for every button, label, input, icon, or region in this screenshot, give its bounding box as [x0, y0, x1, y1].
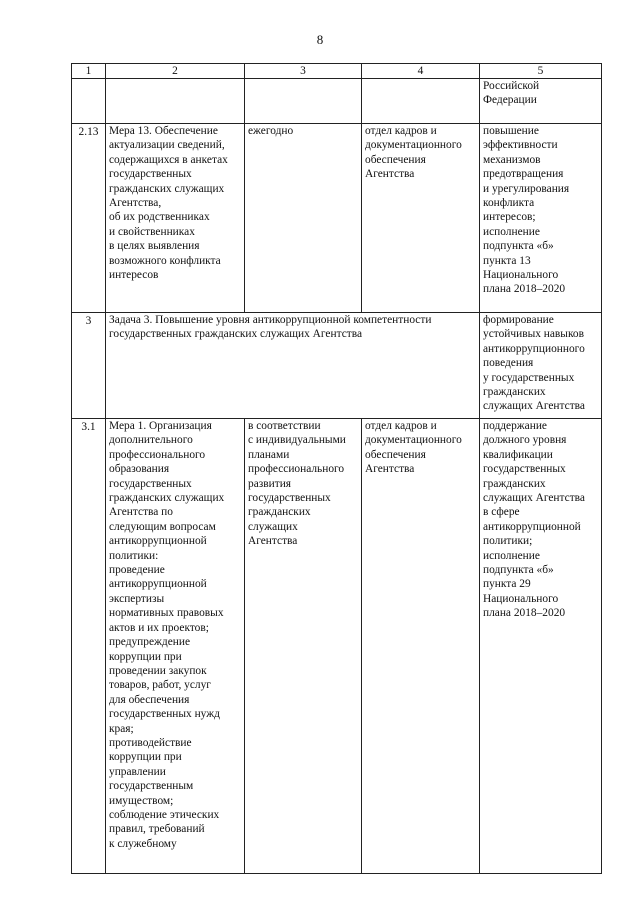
table-row: [72, 79, 602, 124]
header-cell: 2: [106, 64, 245, 79]
cell-empty: [362, 79, 480, 124]
cell-term: ежегодно: [245, 124, 362, 313]
cell-term: в соответствии с индивидуальными планами профессионального развития государственных гражданских служащих Агентства: [245, 419, 362, 874]
page-number: 8: [316, 32, 324, 47]
cell-executor: отдел кадров и документационного обеспечения Агентства: [362, 124, 480, 313]
cell-number: 2.13: [72, 124, 106, 313]
header-cell: 1: [72, 64, 106, 79]
header-cell: 4: [362, 64, 480, 79]
table-row: [72, 124, 602, 313]
cell-number: 3.1: [72, 419, 106, 874]
cell-task: Задача 3. Повышение уровня антикоррупционной компетентности государственных гражданских служащих Агентства: [106, 313, 480, 419]
table-row: [72, 313, 602, 419]
anticorruption-plan-table: [71, 63, 602, 874]
cell-result: поддержание должного уровня квалификации государственных гражданских служащих Агентства в сфере антикоррупционной политики; исполнение подпункта «б» пункта 29 Национального плана 2018–2020: [480, 419, 602, 874]
cell-number: 3: [72, 313, 106, 419]
table-header-row: [72, 64, 602, 79]
cell-empty: [72, 79, 106, 124]
cell-measure: Мера 13. Обеспечение актуализации сведений, содержащихся в анкетах государственных гражданских служащих Агентства, об их родственниках и свойственниках в целях выявления возможного конфликта интересов: [106, 124, 245, 313]
cell-measure: Мера 1. Организация дополнительного профессионального образования государственных гражданских служащих Агентства по следующим вопросам антикоррупционной политики: проведение антикоррупционной экспертизы нормативных правовых актов и их проектов; предупреждение коррупции при проведении закупок товаров, работ, услуг для обеспечения государственных нужд края; противодействие коррупции при управлении государственным имуществом; соблюдение этических правил, требований к служебному: [106, 419, 245, 874]
cell-empty: [245, 79, 362, 124]
cell-empty: [106, 79, 245, 124]
cell-result: Российской Федерации: [480, 79, 602, 124]
header-cell: 3: [245, 64, 362, 79]
cell-result: формирование устойчивых навыков антикоррупционного поведения у государственных гражданских служащих Агентства: [480, 313, 602, 419]
cell-result: повышение эффективности механизмов предотвращения и урегулирования конфликта интересов; исполнение подпункта «б» пункта 13 Национального плана 2018–2020: [480, 124, 602, 313]
table-row: [72, 419, 602, 874]
cell-executor: отдел кадров и документационного обеспечения Агентства: [362, 419, 480, 874]
header-cell: 5: [480, 64, 602, 79]
